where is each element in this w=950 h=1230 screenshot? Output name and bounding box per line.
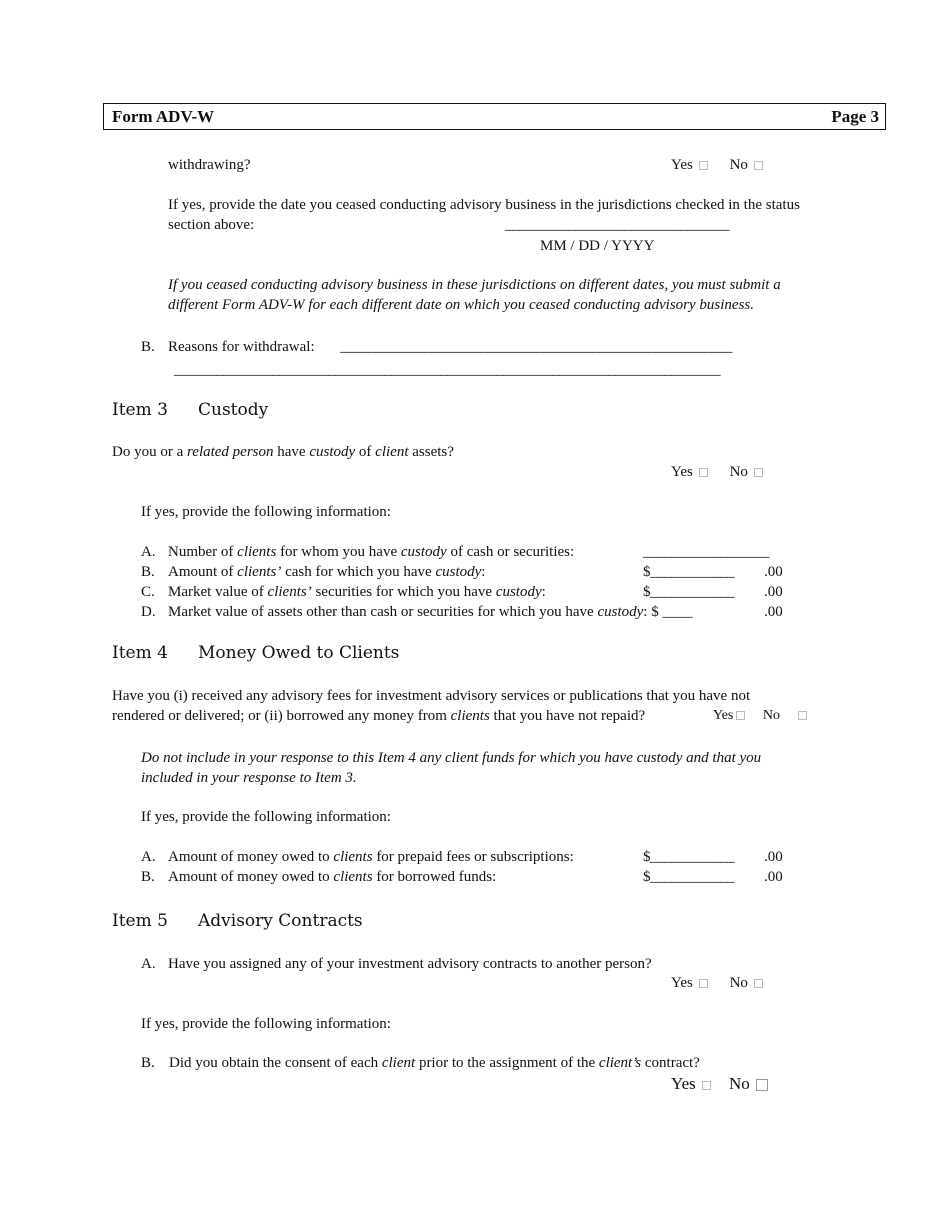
assigned-contracts-yes-checkbox[interactable] [699,979,708,988]
row-term: clients [333,869,373,885]
item3-row-c-label: C. [141,584,155,600]
q-text: prior to the assignment of the [415,1055,599,1071]
row-text: cash for which you have [281,564,436,580]
row-text: for whom you have [276,544,401,560]
yes-label: Yes [713,708,734,723]
row-term: clients’ [267,584,312,600]
cents-label: .00 [764,849,783,865]
custody-yes-no [671,462,763,482]
item4-row-a-text [168,847,574,867]
row-term: clients [237,544,277,560]
custody-q-part: assets? [408,444,454,460]
q-term: clients [450,708,490,724]
row-term: custody [597,604,644,620]
cents-label: .00 [764,869,783,885]
q-text: rendered or delivered; or (ii) borrowed any money from [112,708,451,724]
date-format-hint: MM / DD / YYYY [540,238,655,254]
money-owed-question-line1: Have you (i) received any advisory fees for investment advisory services or publications that you have not [112,688,751,704]
row-text: : [541,584,546,600]
custody-cash-amount-field[interactable]: $____________ [643,564,734,580]
assigned-contracts-yes-no [671,973,763,993]
custody-no-checkbox[interactable] [754,468,763,477]
client-consent-no-checkbox[interactable] [756,1079,768,1091]
row-text: Amount of [168,564,238,580]
custody-q-part: Do you or a [112,444,187,460]
q-text: that you have not repaid? [489,708,646,724]
item3-row-a-text [168,542,574,562]
q-term: client [381,1055,416,1071]
custody-q-part: of [355,444,376,460]
q-text: Did you obtain the consent of each [169,1055,382,1071]
q-term: client’s [598,1055,642,1071]
row-text: securities for which you have [311,584,496,600]
item2-b-label: B. [141,339,155,355]
item3-row-c-text [168,582,546,602]
custody-client-count-field[interactable]: __________________ [643,544,769,560]
custody-q-part: have [273,444,310,460]
withdrawal-reasons-field-2[interactable]: ______________________________________________________________________________ [174,362,720,378]
item4-row-b-text [168,867,496,887]
form-title: Form ADV-W [112,107,215,126]
row-text: for borrowed funds: [372,869,497,885]
no-label: No [762,708,780,723]
yes-label: Yes [671,975,693,991]
item5-title: Advisory Contracts [198,911,363,931]
cents-label: .00 [764,564,783,580]
no-label: No [729,157,748,173]
page-header [103,103,886,130]
money-owed-yes-no [713,706,807,726]
item3-row-d-label: D. [141,604,156,620]
custody-q-term: related person [187,444,274,460]
assigned-contracts-no-checkbox[interactable] [754,979,763,988]
item3-if-yes: If yes, provide the following information: [141,504,391,520]
different-dates-note-line2: different Form ADV-W for each different date on which you ceased conducting advisory business. [168,297,755,313]
yes-label: Yes [671,464,693,480]
withdrawing-yes-checkbox[interactable] [699,161,708,170]
client-consent-yes-no [671,1074,768,1094]
row-term: custody [495,584,542,600]
custody-q-term: custody [309,444,356,460]
row-text: for prepaid fees or subscriptions: [372,849,574,865]
custody-q-term: client [375,444,409,460]
client-consent-yes-checkbox[interactable] [702,1081,711,1090]
withdrawal-reasons-label: Reasons for withdrawal: [168,339,315,355]
item5-b-question [169,1053,700,1073]
yes-label: Yes [671,1074,696,1093]
item4-note-line1: Do not include in your response to this Item 4 any client funds for which you have custody and that you [141,750,762,766]
item5-a-question: Have you assigned any of your investment advisory contracts to another person? [168,956,652,972]
page-label: Page 3 [831,107,879,126]
q-text: contract? [641,1055,700,1071]
item3-row-b-text [168,562,485,582]
item4-if-yes: If yes, provide the following information: [141,809,391,825]
borrowed-funds-amount-field[interactable]: $____________ [643,869,734,885]
withdrawal-reasons-field-1[interactable]: ________________________________________________________ [340,339,732,355]
yes-label: Yes [671,157,693,173]
custody-question [112,442,454,462]
row-text: Amount of money owed to [168,849,334,865]
item4-number: Item 4 [112,643,168,663]
item5-b-label: B. [141,1055,155,1071]
row-term: custody [400,544,447,560]
row-text: Amount of money owed to [168,869,334,885]
item4-note-line2: included in your response to Item 3. [141,770,357,786]
item5-if-yes: If yes, provide the following information: [141,1016,391,1032]
ceased-date-field[interactable]: ________________________________ [505,217,729,233]
item3-row-a-label: A. [141,544,156,560]
item4-title: Money Owed to Clients [198,643,400,663]
custody-other-assets-field[interactable]: : $ ____ [643,604,693,620]
date-instruction-line1: If yes, provide the date you ceased conducting advisory business in the jurisdictions checked in the status [168,197,800,213]
row-term: clients’ [237,564,282,580]
money-owed-question-line2 [112,706,645,726]
date-instruction-line2: section above: [168,217,255,233]
cents-label: .00 [764,584,783,600]
item5-a-label: A. [141,956,156,972]
item3-row-d-text [168,602,692,622]
item3-title: Custody [198,400,269,420]
withdrawing-yes-no [671,155,763,175]
item5-number: Item 5 [112,911,168,931]
no-label: No [729,975,748,991]
no-label: No [729,1074,750,1093]
withdrawing-question: withdrawing? [168,157,251,173]
different-dates-note-line1: If you ceased conducting advisory business in these jurisdictions on different dates, you must submit a [168,277,781,293]
item3-number: Item 3 [112,400,168,420]
withdrawing-no-checkbox[interactable] [754,161,763,170]
money-owed-yes-checkbox[interactable] [736,711,745,720]
prepaid-fees-amount-field[interactable]: $____________ [643,849,734,865]
item4-row-a-label: A. [141,849,156,865]
row-text: of cash or securities: [446,544,575,560]
row-text: Market value of [168,584,268,600]
custody-securities-value-field[interactable]: $____________ [643,584,734,600]
row-term: clients [333,849,373,865]
custody-yes-checkbox[interactable] [699,468,708,477]
item3-row-b-label: B. [141,564,155,580]
item4-row-b-label: B. [141,869,155,885]
row-text: Market value of assets other than cash or securities for which you have [168,604,598,620]
row-text: : [481,564,486,580]
money-owed-no-checkbox[interactable] [798,711,807,720]
row-term: custody [435,564,482,580]
row-text: Number of [168,544,238,560]
no-label: No [729,464,748,480]
cents-label: .00 [764,604,783,620]
